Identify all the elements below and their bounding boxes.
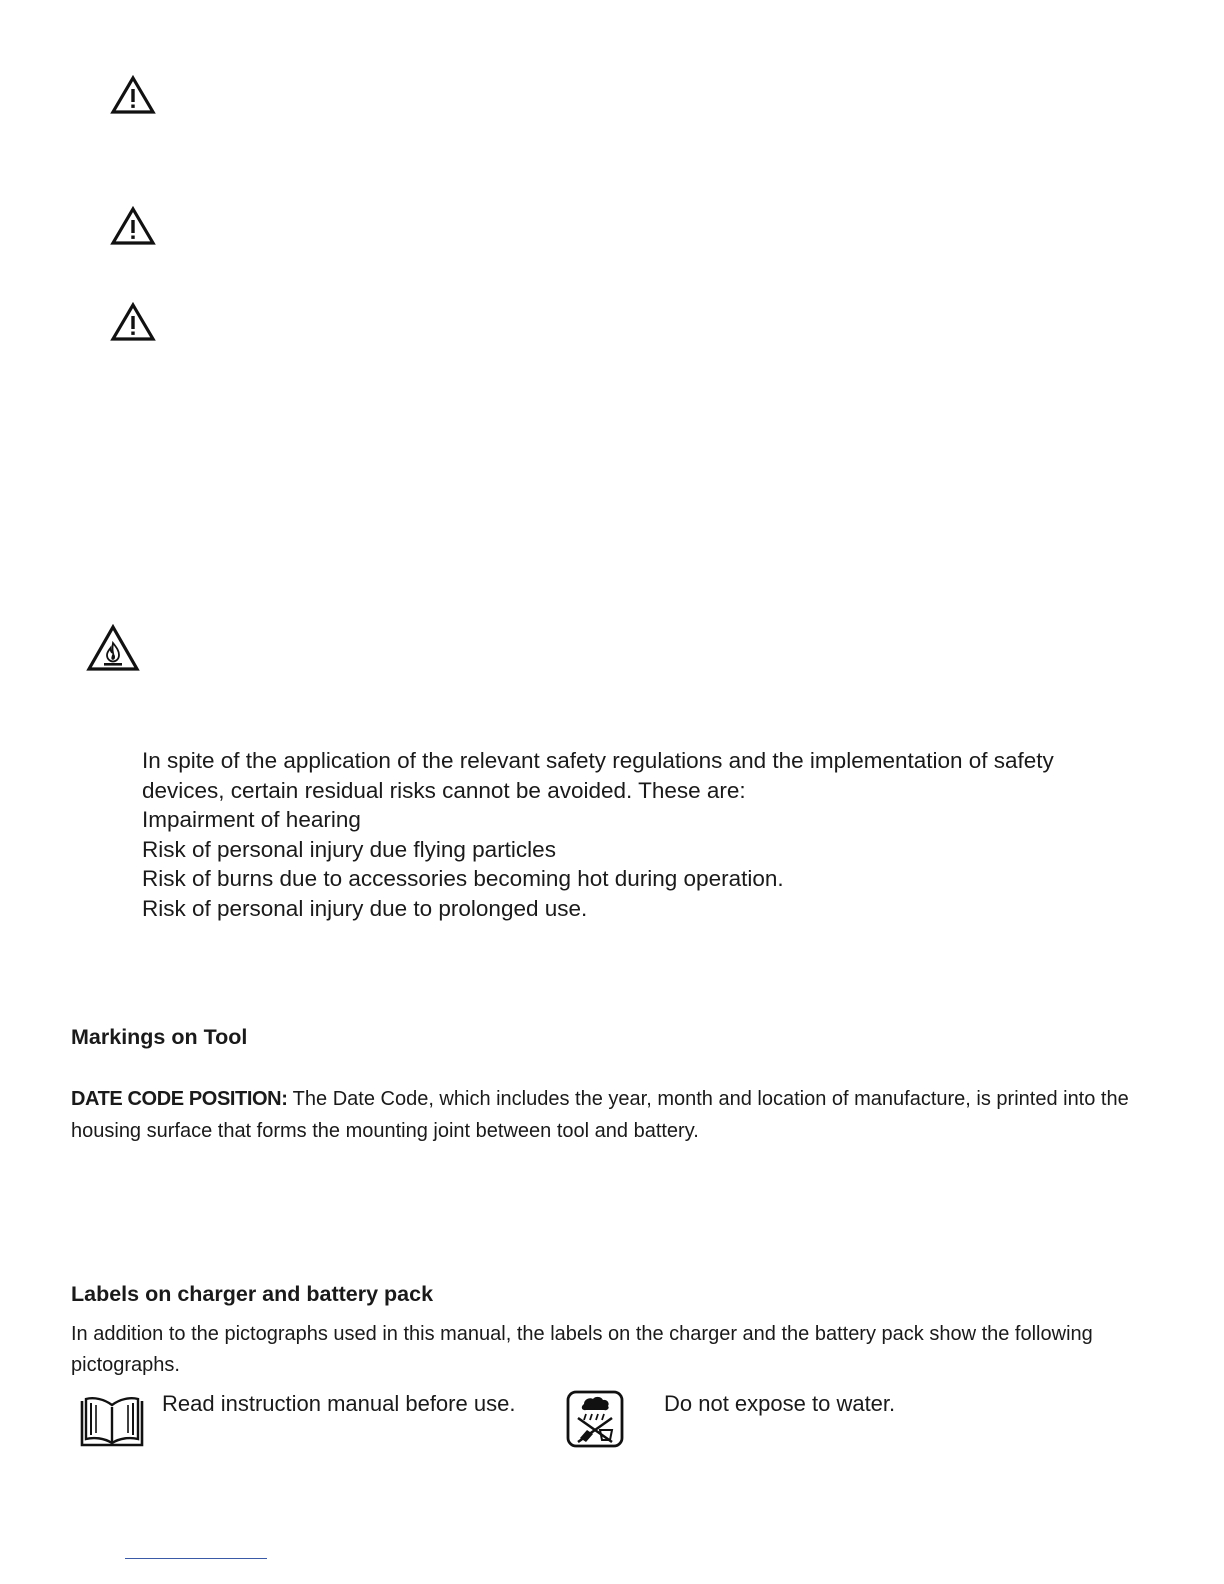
residual-risk-item: Impairment of hearing bbox=[142, 807, 361, 832]
warning-triangle-icon bbox=[110, 75, 156, 115]
date-code-text: The Date Code, which includes the year, month and location of manufacture, is printed into the housing surface that forms the mounting joint between tool and battery. bbox=[71, 1088, 1129, 1142]
residual-risks-intro-line2: devices, certain residual risks cannot be avoided. These are: bbox=[142, 777, 746, 803]
no-water-label: Do not expose to water. bbox=[664, 1391, 896, 1416]
read-manual-label: Read instruction manual before use. bbox=[162, 1391, 516, 1416]
fire-hazard-icon bbox=[86, 624, 140, 672]
labels-heading: Labels on charger and battery pack bbox=[71, 1282, 434, 1306]
no-water-icon bbox=[566, 1390, 624, 1448]
markings-heading: Markings on Tool bbox=[71, 1025, 248, 1049]
residual-risk-item: Risk of personal injury due to prolonged use. bbox=[142, 895, 588, 921]
warning-triangle-icon bbox=[110, 206, 156, 246]
read-manual-icon bbox=[78, 1393, 146, 1449]
date-code-label: DATE CODE POSITION: bbox=[71, 1088, 288, 1110]
footer-divider bbox=[125, 1558, 267, 1559]
residual-risks-block bbox=[142, 746, 1142, 923]
labels-paragraph: In addition to the pictographs used in this manual, the labels on the charger and the battery pack show the following pictographs. bbox=[71, 1323, 1093, 1376]
residual-risks-intro-line1: In spite of the application of the relevant safety regulations and the implementation of safety bbox=[142, 748, 1054, 773]
date-code-paragraph bbox=[71, 1083, 1151, 1147]
residual-risk-item: Risk of burns due to accessories becoming hot during operation. bbox=[142, 866, 784, 891]
warning-triangle-icon bbox=[110, 302, 156, 342]
residual-risk-item: Risk of personal injury due flying particles bbox=[142, 836, 556, 862]
